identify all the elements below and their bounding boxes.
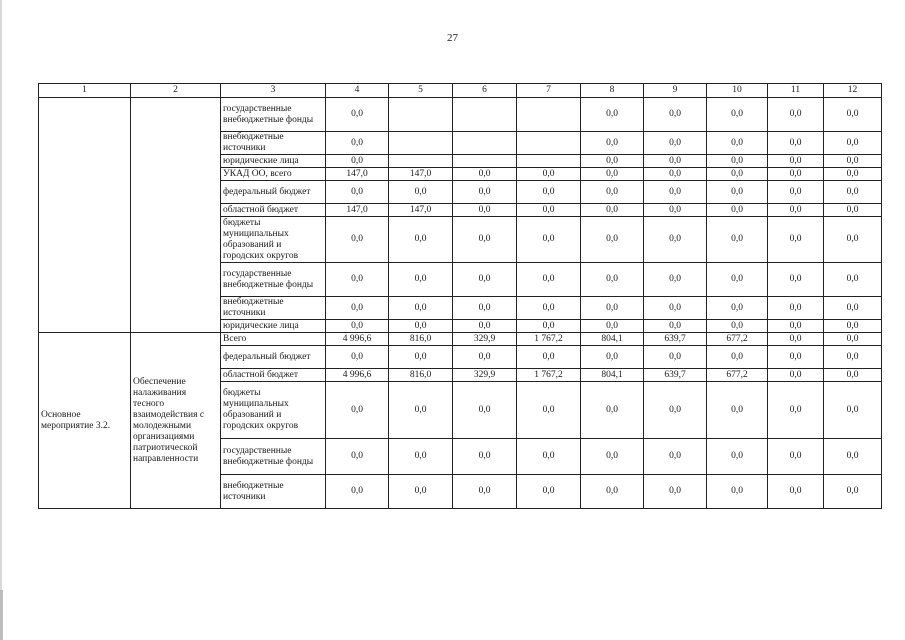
value-cell: 0,0 xyxy=(824,98,882,132)
value-cell: 0,0 xyxy=(644,475,707,509)
value-cell xyxy=(389,155,453,168)
value-cell: 0,0 xyxy=(768,382,824,439)
scan-edge-mark xyxy=(0,590,3,640)
value-cell: 0,0 xyxy=(517,217,581,263)
table-body xyxy=(39,84,882,509)
value-cell: 0,0 xyxy=(389,217,453,263)
value-cell: 0,0 xyxy=(768,297,824,320)
financing-table xyxy=(38,83,882,509)
value-cell: 0,0 xyxy=(768,181,824,204)
value-cell: 0,0 xyxy=(768,439,824,475)
value-cell: 147,0 xyxy=(326,168,389,181)
value-cell: 329,9 xyxy=(453,333,517,346)
column-number: 1 xyxy=(39,84,131,98)
value-cell: 0,0 xyxy=(517,204,581,217)
value-cell: 0,0 xyxy=(824,181,882,204)
value-cell: 0,0 xyxy=(453,217,517,263)
value-cell: 0,0 xyxy=(517,382,581,439)
value-cell: 0,0 xyxy=(581,204,644,217)
value-cell: 0,0 xyxy=(453,382,517,439)
value-cell xyxy=(453,155,517,168)
value-cell: 0,0 xyxy=(581,217,644,263)
column-number: 11 xyxy=(768,84,824,98)
value-cell: 0,0 xyxy=(824,155,882,168)
funding-source: юридические лица xyxy=(221,320,326,333)
value-cell: 0,0 xyxy=(768,217,824,263)
value-cell: 0,0 xyxy=(581,181,644,204)
value-cell: 0,0 xyxy=(707,168,768,181)
funding-source: государственные внебюджетные фонды xyxy=(221,439,326,475)
column-number: 3 xyxy=(221,84,326,98)
value-cell: 0,0 xyxy=(824,346,882,369)
value-cell: 0,0 xyxy=(644,439,707,475)
value-cell: 0,0 xyxy=(707,382,768,439)
value-cell: 0,0 xyxy=(707,132,768,155)
value-cell: 147,0 xyxy=(326,204,389,217)
value-cell: 0,0 xyxy=(581,346,644,369)
funding-source: юридические лица xyxy=(221,155,326,168)
value-cell: 0,0 xyxy=(707,475,768,509)
value-cell: 0,0 xyxy=(581,132,644,155)
value-cell: 0,0 xyxy=(517,168,581,181)
value-cell: 0,0 xyxy=(644,217,707,263)
value-cell: 0,0 xyxy=(707,346,768,369)
value-cell: 329,9 xyxy=(453,369,517,382)
value-cell: 0,0 xyxy=(581,475,644,509)
value-cell xyxy=(517,155,581,168)
value-cell xyxy=(389,132,453,155)
value-cell: 0,0 xyxy=(644,297,707,320)
value-cell: 639,7 xyxy=(644,333,707,346)
value-cell xyxy=(517,132,581,155)
column-number: 6 xyxy=(453,84,517,98)
header-row xyxy=(39,84,882,98)
column-number: 2 xyxy=(131,84,221,98)
value-cell: 0,0 xyxy=(326,346,389,369)
value-cell: 0,0 xyxy=(644,155,707,168)
column-number: 5 xyxy=(389,84,453,98)
value-cell: 677,2 xyxy=(707,333,768,346)
value-cell: 1 767,2 xyxy=(517,333,581,346)
value-cell: 0,0 xyxy=(326,320,389,333)
value-cell: 0,0 xyxy=(824,369,882,382)
value-cell: 0,0 xyxy=(453,475,517,509)
value-cell: 0,0 xyxy=(707,297,768,320)
funding-source: федеральный бюджет xyxy=(221,181,326,204)
funding-source: федеральный бюджет xyxy=(221,346,326,369)
value-cell: 0,0 xyxy=(453,439,517,475)
value-cell: 816,0 xyxy=(389,369,453,382)
value-cell: 0,0 xyxy=(824,320,882,333)
scan-edge xyxy=(0,0,2,640)
value-cell: 0,0 xyxy=(581,382,644,439)
column-number: 12 xyxy=(824,84,882,98)
value-cell: 4 996,6 xyxy=(326,333,389,346)
value-cell: 0,0 xyxy=(707,320,768,333)
value-cell: 0,0 xyxy=(644,382,707,439)
value-cell: 677,2 xyxy=(707,369,768,382)
event-description: Обеспечение налаживания тесного взаимодействия с молодежными организациями патриотической направленности xyxy=(131,333,221,509)
value-cell: 0,0 xyxy=(824,333,882,346)
value-cell: 0,0 xyxy=(326,263,389,297)
empty-cell-col2 xyxy=(131,98,221,333)
column-number: 10 xyxy=(707,84,768,98)
value-cell: 0,0 xyxy=(768,346,824,369)
column-number: 4 xyxy=(326,84,389,98)
column-number: 9 xyxy=(644,84,707,98)
value-cell: 0,0 xyxy=(707,204,768,217)
value-cell: 0,0 xyxy=(768,98,824,132)
value-cell: 0,0 xyxy=(581,155,644,168)
value-cell: 0,0 xyxy=(453,320,517,333)
value-cell: 1 767,2 xyxy=(517,369,581,382)
value-cell: 0,0 xyxy=(644,181,707,204)
funding-source: УКАД ОО, всего xyxy=(221,168,326,181)
value-cell: 0,0 xyxy=(453,346,517,369)
value-cell: 0,0 xyxy=(644,204,707,217)
funding-source: внебюджетные источники xyxy=(221,132,326,155)
value-cell xyxy=(389,98,453,132)
value-cell: 816,0 xyxy=(389,333,453,346)
value-cell: 0,0 xyxy=(389,297,453,320)
value-cell: 0,0 xyxy=(824,168,882,181)
value-cell: 0,0 xyxy=(824,217,882,263)
event-name: Основное мероприятие 3.2. xyxy=(39,333,131,509)
funding-source: внебюджетные источники xyxy=(221,297,326,320)
value-cell: 804,1 xyxy=(581,369,644,382)
value-cell: 804,1 xyxy=(581,333,644,346)
value-cell: 0,0 xyxy=(824,132,882,155)
value-cell: 0,0 xyxy=(707,181,768,204)
value-cell: 0,0 xyxy=(768,132,824,155)
value-cell: 0,0 xyxy=(389,382,453,439)
value-cell: 0,0 xyxy=(644,132,707,155)
value-cell: 0,0 xyxy=(517,263,581,297)
value-cell: 0,0 xyxy=(326,155,389,168)
value-cell: 0,0 xyxy=(389,439,453,475)
value-cell: 0,0 xyxy=(824,204,882,217)
value-cell: 0,0 xyxy=(517,297,581,320)
value-cell: 0,0 xyxy=(581,98,644,132)
value-cell: 0,0 xyxy=(707,98,768,132)
value-cell: 0,0 xyxy=(824,439,882,475)
table-row xyxy=(39,98,882,132)
value-cell xyxy=(453,132,517,155)
value-cell: 0,0 xyxy=(581,320,644,333)
page-number: 27 xyxy=(447,32,458,44)
value-cell: 0,0 xyxy=(768,320,824,333)
value-cell: 0,0 xyxy=(389,320,453,333)
value-cell: 0,0 xyxy=(389,181,453,204)
value-cell: 0,0 xyxy=(453,181,517,204)
value-cell: 0,0 xyxy=(644,320,707,333)
value-cell: 0,0 xyxy=(768,204,824,217)
value-cell: 0,0 xyxy=(326,181,389,204)
value-cell: 639,7 xyxy=(644,369,707,382)
value-cell: 0,0 xyxy=(824,382,882,439)
funding-source: государственные внебюджетные фонды xyxy=(221,98,326,132)
value-cell: 0,0 xyxy=(644,98,707,132)
value-cell: 0,0 xyxy=(824,475,882,509)
value-cell: 0,0 xyxy=(389,475,453,509)
value-cell: 0,0 xyxy=(326,297,389,320)
value-cell: 0,0 xyxy=(326,98,389,132)
value-cell: 0,0 xyxy=(644,168,707,181)
value-cell: 0,0 xyxy=(581,439,644,475)
value-cell: 0,0 xyxy=(581,263,644,297)
value-cell: 0,0 xyxy=(517,439,581,475)
value-cell: 0,0 xyxy=(581,168,644,181)
value-cell: 0,0 xyxy=(326,439,389,475)
value-cell: 0,0 xyxy=(453,297,517,320)
value-cell xyxy=(517,98,581,132)
column-number: 7 xyxy=(517,84,581,98)
table-row xyxy=(39,333,882,346)
value-cell: 0,0 xyxy=(326,475,389,509)
value-cell: 0,0 xyxy=(326,132,389,155)
value-cell: 0,0 xyxy=(517,320,581,333)
value-cell: 0,0 xyxy=(707,155,768,168)
value-cell: 0,0 xyxy=(707,263,768,297)
value-cell: 0,0 xyxy=(644,263,707,297)
value-cell: 0,0 xyxy=(453,263,517,297)
funding-source: областной бюджет xyxy=(221,369,326,382)
value-cell: 0,0 xyxy=(517,181,581,204)
funding-source: областной бюджет xyxy=(221,204,326,217)
value-cell: 0,0 xyxy=(517,475,581,509)
value-cell: 0,0 xyxy=(768,263,824,297)
value-cell: 0,0 xyxy=(707,217,768,263)
value-cell: 0,0 xyxy=(581,297,644,320)
column-number: 8 xyxy=(581,84,644,98)
value-cell: 0,0 xyxy=(326,217,389,263)
value-cell: 0,0 xyxy=(824,263,882,297)
funding-source: бюджеты муниципальных образований и городских округов xyxy=(221,382,326,439)
value-cell: 0,0 xyxy=(768,168,824,181)
value-cell: 0,0 xyxy=(707,439,768,475)
funding-source: бюджеты муниципальных образований и городских округов xyxy=(221,217,326,263)
funding-source: государственные внебюджетные фонды xyxy=(221,263,326,297)
value-cell: 0,0 xyxy=(824,297,882,320)
value-cell: 0,0 xyxy=(644,346,707,369)
empty-cell-col1 xyxy=(39,98,131,333)
value-cell: 0,0 xyxy=(517,346,581,369)
value-cell: 147,0 xyxy=(389,168,453,181)
value-cell: 147,0 xyxy=(389,204,453,217)
value-cell xyxy=(453,98,517,132)
value-cell: 0,0 xyxy=(389,263,453,297)
value-cell: 0,0 xyxy=(389,346,453,369)
funding-source: внебюджетные источники xyxy=(221,475,326,509)
funding-source: Всего xyxy=(221,333,326,346)
value-cell: 0,0 xyxy=(768,369,824,382)
value-cell: 0,0 xyxy=(768,475,824,509)
value-cell: 4 996,6 xyxy=(326,369,389,382)
value-cell: 0,0 xyxy=(453,168,517,181)
value-cell: 0,0 xyxy=(326,382,389,439)
value-cell: 0,0 xyxy=(768,155,824,168)
value-cell: 0,0 xyxy=(453,204,517,217)
value-cell: 0,0 xyxy=(768,333,824,346)
